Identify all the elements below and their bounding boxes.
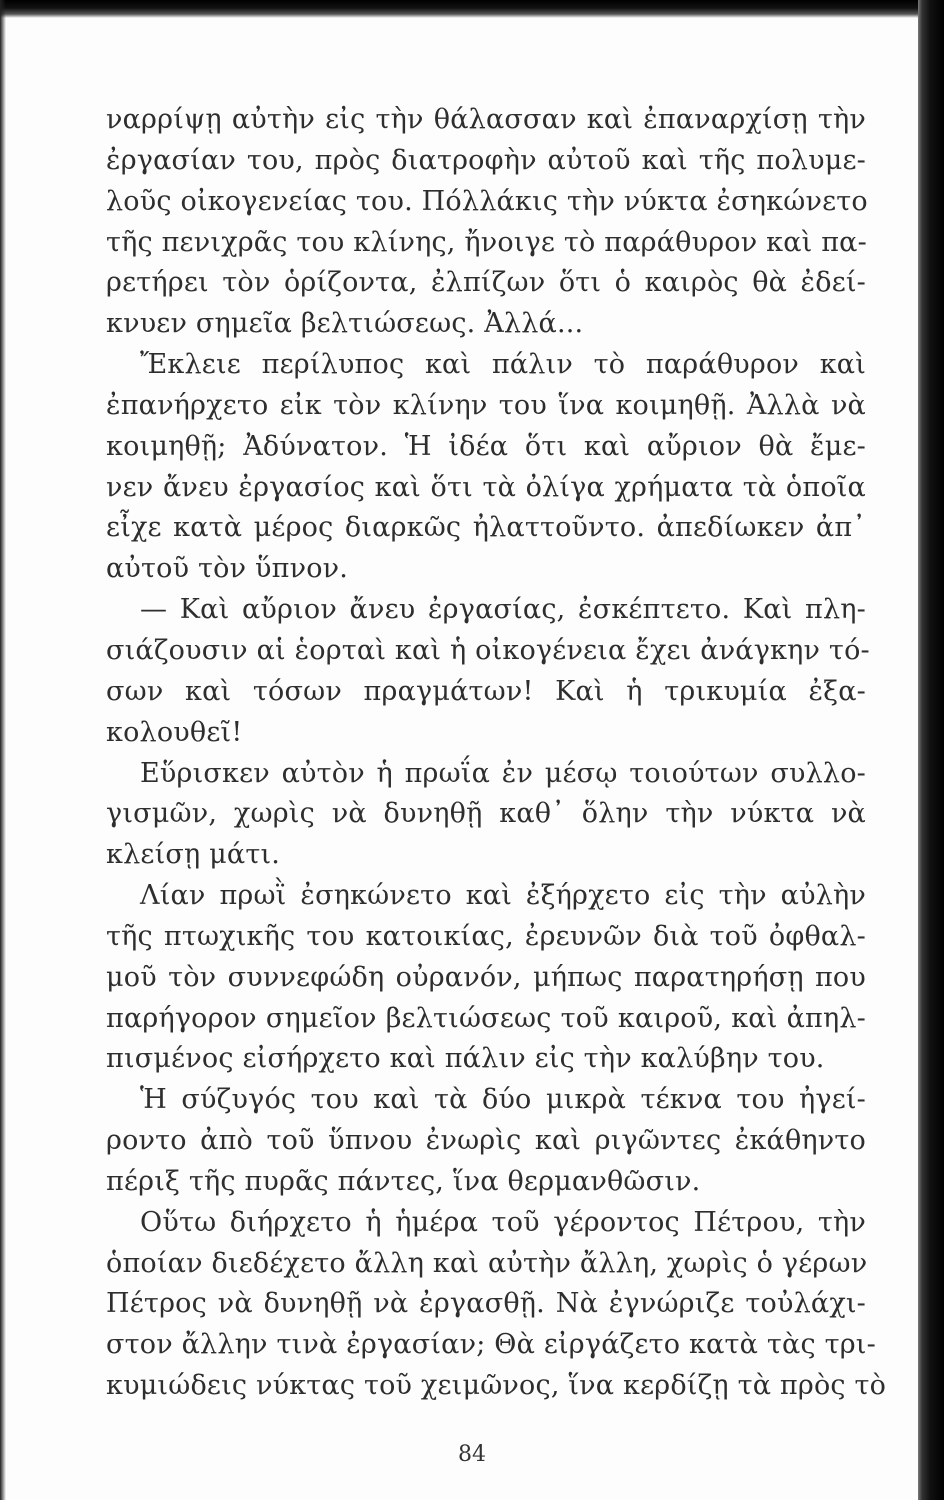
scan-edge-left (0, 0, 6, 1500)
text-line: κοιμηθῇ; Ἀδύνατον. Ἡ ἰδέα ὅτι καὶ αὔριον θὰ ἔμε- (106, 430, 866, 462)
text-line: Πέτρος νὰ δυνηθῇ νὰ ἐργασθῇ. Νὰ ἐγνώριζε τοὐλάχι- (106, 1288, 866, 1320)
body-text (106, 100, 887, 1407)
text-line: ρετήρει τὸν ὁρίζοντα, ἐλπίζων ὅτι ὁ καιρὸς θὰ ἐδεί- (106, 267, 866, 299)
text-line: νεν ἄνευ ἐργασίος καὶ ὅτι τὰ ὀλίγα χρήματα τὰ ὁποῖα (106, 471, 866, 503)
text-line: στον ἄλλην τινὰ ἐργασίαν; Θὰ εἰργάζετο κατὰ τὰς τρι- (106, 1329, 876, 1361)
text-line: Οὕτω διήρχετο ἡ ἡμέρα τοῦ γέροντος Πέτρου, τὴν (140, 1206, 866, 1238)
text-line: πισμένος εἰσήρχετο καὶ πάλιν εἰς τὴν καλύβην του. (106, 1043, 825, 1075)
text-line: σων καὶ τόσων πραγμάτων! Καὶ ἡ τρικυμία ἐξα- (106, 675, 866, 707)
text-line: κνυεν σημεῖα βελτιώσεως. Ἀλλά... (106, 308, 584, 340)
text-line: Λίαν πρωῒ ἐσηκώνετο καὶ ἐξήρχετο εἰς τὴν αὐλὴν (140, 880, 866, 912)
text-line: σιάζουσιν αἱ ἑορταὶ καὶ ἡ οἰκογένεια ἔχει ἀνάγκην τό- (106, 634, 870, 666)
text-line: Εὕρισκεν αὐτὸν ἡ πρωΐα ἐν μέσῳ τοιούτων συλλο- (140, 757, 866, 789)
text-line: — Καὶ αὔριον ἄνευ ἐργασίας, ἐσκέπτετο. Καὶ πλη- (140, 594, 866, 626)
text-line: αὐτοῦ τὸν ὕπνον. (106, 553, 349, 585)
text-line: κλείσῃ μάτι. (106, 839, 281, 871)
text-line: τῆς πενιχρᾶς του κλίνης, ἤνοιγε τὸ παράθυρον καὶ πα- (106, 226, 867, 258)
text-line: κυμιώδεις νύκτας τοῦ χειμῶνος, ἵνα κερδίζῃ τὰ πρὸς τὸ (106, 1370, 887, 1402)
text-line: εἶχε κατὰ μέρος διαρκῶς ἠλαττοῦντο. ἀπεδίωκεν ἀπ᾽ (106, 512, 866, 544)
text-line: ἐργασίαν του, πρὸς διατροφὴν αὐτοῦ καὶ τῆς πολυμε- (106, 144, 866, 176)
text-line: ἐπανήρχετο εἰκ τὸν κλίνην του ἵνα κοιμηθῇ. Ἀλλὰ νὰ (106, 389, 866, 421)
text-line: μοῦ τὸν συννεφώδη οὐρανόν, μήπως παρατηρήσῃ που (106, 961, 866, 993)
text-line: τῆς πτωχικῆς του κατοικίας, ἐρευνῶν διὰ τοῦ ὀφθαλ- (106, 920, 866, 952)
text-line: Ἡ σύζυγός του καὶ τὰ δύο μικρὰ τέκνα του ἠγεί- (140, 1084, 866, 1116)
scan-edge-top (0, 0, 944, 18)
text-line: παρήγορον σημεῖον βελτιώσεως τοῦ καιροῦ, καὶ ἀπηλ- (106, 1002, 866, 1034)
page-number: 84 (458, 1442, 486, 1467)
scan-edge-right (918, 0, 944, 1500)
text-line: ναρρίψῃ αὐτὴν εἰς τὴν θάλασσαν καὶ ἐπαναρχίσῃ τὴν (106, 104, 866, 135)
text-line: γισμῶν, χωρὶς νὰ δυνηθῇ καθ᾽ ὅλην τὴν νύκτα νὰ (106, 798, 866, 830)
text-line: λοῦς οἰκογενείας του. Πόλλάκις τὴν νύκτα ἐσηκώνετο (106, 185, 868, 217)
text-line: πέριξ τῆς πυρᾶς πάντες, ἵνα θερμανθῶσιν. (106, 1165, 701, 1197)
text-line: κολουθεῖ! (106, 716, 243, 748)
text-line: ὁποίαν διεδέχετο ἄλλη καὶ αὐτὴν ἄλλη, χωρὶς ὁ γέρων (106, 1247, 868, 1279)
text-line: ροντο ἀπὸ τοῦ ὕπνου ἐνωρὶς καὶ ριγῶντες ἐκάθηντο (106, 1125, 866, 1157)
text-line: Ἔκλειε περίλυπος καὶ πάλιν τὸ παράθυρον καὶ (140, 349, 866, 381)
